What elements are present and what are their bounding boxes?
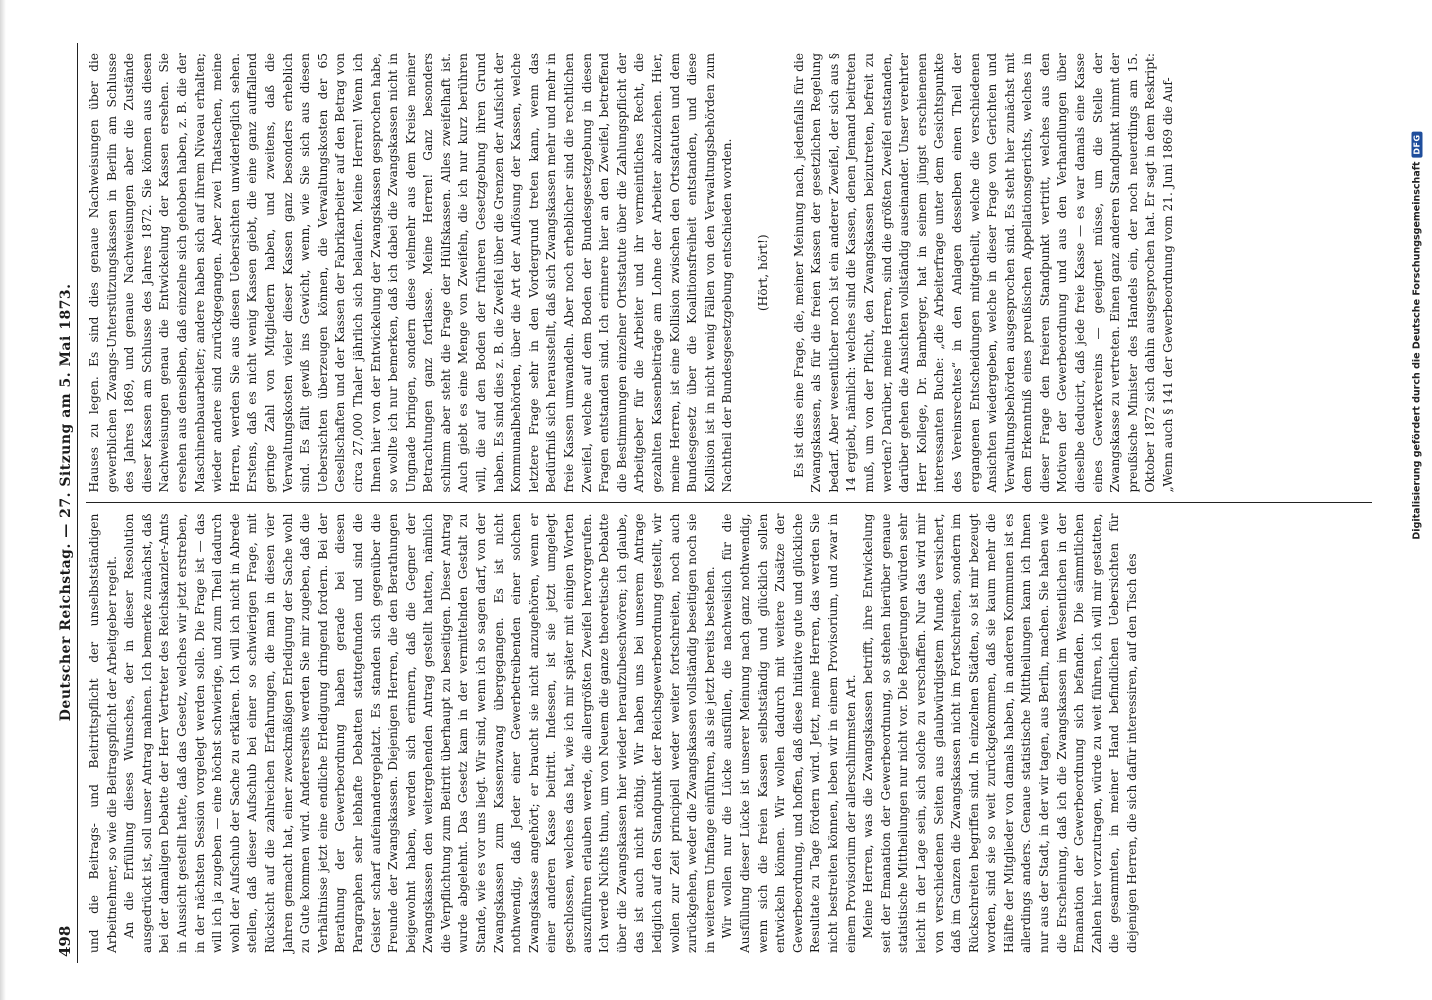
credit-strip xyxy=(1406,0,1428,1000)
credit-line xyxy=(1412,131,1423,539)
interjection: (Hört, hört!) xyxy=(755,234,770,312)
left-paragraph-3: Wir wollen nur die Lücke ausfüllen, die nachweislich für die Ausfüllung dieser Lücke ist unserer Meinung nach ganz nothwendig, wenn sich die freien Kassen selbstständig und glücklich sollen entwickeln können. Wir wollen dadurch mit weitere Zusätze der Gewerbeordnung, und hoffen, daß diese Initiative gute und glückliche Resultate zu Tage fördern wird. Jetzt, meine Herren, das werden Sie nicht bestreiten können, leben wir in einem Provisorium, und zwar in einem Provisorium der allerschlimmsten Art. xyxy=(720,513,858,953)
text-columns xyxy=(86,43,1372,963)
left-paragraph-4: Meine Herren, was die Zwangskassen betrifft, ihre Entwickelung seit der Emanation der Gewerbeordnung, so stehen hierüber genaue statistische Mittheilungen nur nicht vor. Die Regierungen würden sehr leicht in der Lage sein, sich solche zu verschaffen. Nur das wird mir von verschiedenen Seiten aus glaubwürdigstem Munde versichert, daß im Ganzen die Zwangskassen nicht im Fortschreiten, sondern im Rückschreiten begriffen sind. In einzelnen Städten, so ist mir bezeugt worden, sind sie so weit zurückgekommen, daß sie kaum mehr die Hälfte der Mitglieder von damals haben, in anderen Kommunen ist es allerdings anders. Genaue statistische Mittheilungen kann ich Ihnen nur aus der Stadt, in der wir tagen, aus Berlin, machen. Sie haben wie die Erscheinung, daß ich die Zwangskassen im Wesentlichen in der Emanation der Gewerbeordnung sich befanden. Die sämmtlichen Zahlen hier vorzutragen, würde zu weit führen, ich will mir gestatten, die gesammten, in meiner Hand befindlichen Uebersichten für diejenigen Herren, die sich dafür interessiren, auf den Tisch des xyxy=(861,513,1140,953)
rotated-page-content xyxy=(50,43,1372,963)
right-paragraph-2: Es ist dies eine Frage, die, meiner Meinung nach, jedenfalls für die Zwangskassen, als für die freien Kassen der gesetzlichen Regelung bedarf. Aber wesentlicher noch ist ein anderer Zweifel, der sich aus § 14 ergiebt, nämlich: welches sind die Kassen, denen Jemand beitreten muß, um von der Pflicht, den Zwangskassen beizutreten, befreit zu werden? Darüber, meine Herren, sind die größten Zweifel entstanden, darüber gehen die Ansichten vollständig auseinander. Unser verehrter Herr Kollege, Dr. Bamberger, hat in seinem jüngst erschienenen interessanten Buche: „die Arbeiterfrage unter dem Gesichtspunkte des Vereinsrechtes“ in den Anlagen desselben einen Theil der ergangenen Entscheidungen mitgetheilt, welche die verschiedenen Ansichten wiedergeben, welche in dieser Frage von Gerichten und Verwaltungsbehörden ausgesprochen sind. Es steht hier zunächst mit dem Erkenntniß eines preußischen Appellationsgerichts, welches in dieser Frage den freieren Standpunkt vertritt, welches aus den Motiven der Gewerbeordnung und aus den Verhandlungen über dieselbe deducirt, daß jede freie Kasse — es war damals eine Kasse eines Gewerkvereins — geeignet müsse, um die Stelle der Zwangskasse zu vertreten. Einen ganz anderen Standpunkt nimmt der preußische Minister des Handels ein, der noch neuerdings am 15. Oktober 1872 sich dahin ausgesprochen hat. Er sagt in dem Reskript: „Wenn auch § 141 der Gewerbeordnung vom 21. Juni 1869 die Auf- xyxy=(791,53,1176,493)
right-column xyxy=(86,43,1372,503)
page-title: Deutscher Reichstag. — 27. Sitzung am 5. Mai 1873. xyxy=(58,283,74,722)
scan-edge-shadow xyxy=(0,0,6,1000)
page-number: 498 xyxy=(56,925,74,957)
dfg-logo: DFG xyxy=(1412,131,1423,157)
credit-text: Digitalisierung gefördert durch die Deutsche Forschungsgemeinschaft xyxy=(1411,161,1423,540)
scanned-page xyxy=(50,38,1372,968)
left-column xyxy=(86,503,1372,964)
page-header xyxy=(50,43,78,963)
left-paragraph-2: An die Erfüllung dieses Wunsches, der in dieser Resolution ausgedrückt ist, soll unser Antrag mahnen. Ich bemerke zunächst, daß bei der damaligen Debatte der Herr Vertreter des Reichskanzler-Amts in Aussicht gestellt hatte, daß das Gesetz, welches wir jetzt erstreben, in der nächsten Session vorgelegt werden solle. Die Frage ist — das will ich ja zugeben — eine höchst schwierige, und zum Theil dadurch wohl der Aufschub der Sache zu erklären. Ich will ich nicht in Abrede stellen, daß dieser Aufschub bei einer so schwierigen Frage, mit Rücksicht auf die zahlreichen Erfahrungen, die man in diesen vier Jahren gemacht hat, einer zweckmäßigen Erledigung der Sache wohl zu Gute kommen wird. Andererseits werden Sie mir zugeben, daß die Verhältnisse jetzt eine endliche Erledigung dringend fordern. Bei der Berathung der Gewerbeordnung haben gerade bei diesen Paragraphen sehr lebhafte Debatten stattgefunden und sind die Geister scharf aufeinandergeplatzt. Es standen sich gegenüber die Freunde der Zwangskassen. Diejenigen Herren, die den Berathungen beigewohnt haben, werden sich erinnern, daß die Gegner der Zwangskassen den weitergehenden Antrag gestellt hatten, nämlich die Verpflichtung zum Beitritt überhaupt zu beseitigen. Dieser Antrag wurde abgelehnt. Das Gesetz kam in der vermittelnden Gestalt zu Stande, wie es vor uns liegt. Wir sind, wenn ich so sagen darf, von der Zwangskassen zum Kassenzwang übergegangen. Es ist nicht nothwendig, daß Jeder einer Gewerbetreibenden einer solchen Zwangskasse angehört; er braucht sie nicht anzugehören, wenn er einer anderen Kasse beitritt. Indessen, ist sie jetzt umgelegt geschlossen, welches das hat, wie ich mir später mit einigen Worten auszuführen erlauben werde, die allergrößten Zweifel hervorgerufen. Ich werde Nichts thun, um von Neuem die ganze theoretische Debatte über die Zwangskassen hier wieder heraufzubeschwören; ich glaube, das ist auch nicht nöthig. Wir haben uns bei unserem Antrage lediglich auf den Standpunkt der Reichsgewerbeordnung gestellt, wir wollen zur Zeit principiell weder weiter fortschreiten, noch auch zurückgehen, weder die Zwangskassen vollständig beseitigen noch sie in weiterem Umfange einführen, als sie jetzt bereits bestehen. xyxy=(122,513,717,953)
right-paragraph-1: Hauses zu legen. Es sind dies genaue Nachweisungen über die gewerblichen Zwangs-Unterstützungskassen in Berlin am Schlusse des Jahres 1869, und genaue Nachweisungen aber die Zustände dieser Kassen am Schlusse des Jahres 1872. Sie können aus diesen Nachweisungen genau die Entwickelung der Kassen ersehen. Sie ersehen aus denselben, daß einzelne sich gehoben haben, z. B. die der Maschinenbauarbeiter; andere haben sich auf ihrem Niveau erhalten; wieder andere sind zurückgegangen. Aber zwei Thatsachen, meine Herren, werden Sie aus diesen Uebersichten unwiderleglich sehen. Erstens, daß es nicht wenig Kassen giebt, die eine ganz auffallend geringe Zahl von Mitgliedern haben, und zweitens, daß die Verwaltungskosten vieler dieser Kassen ganz besonders erheblich sind. Es fällt gewiß ins Gewicht, wenn, wie Sie sich aus diesen Uebersichten überzeugen können, die Verwaltungskosten der 65 Gesellschaften und der Kassen der Fabrikarbeiter auf den Betrag von circa 27,000 Thaler jährlich sich belaufen. Meine Herren! Wenn ich Ihnen hier von der Entwickelung der Zwangskassen gesprochen habe, so wollte ich nur bemerken, daß ich dabei die Zwangskassen nicht in Ungnade bringen, sondern diese vielmehr aus dem Kreise meiner Betrachtungen ganz fortlasse. Meine Herren! Ganz besonders schlimm aber steht die Frage der Hülfskassen. Alles zweifelhaft ist. Auch giebt es eine Menge von Zweifeln, die ich nur kurz berühren will, die auf den Boden der früheren Gesetzgebung ihren Grund haben. Es sind dies z. B. die Zweifel über die Grenzen der Aufsicht der Kommunalbehörden, über die Art der Auflösung der Kassen, welche letztere Frage sehr in den Vordergrund treten kann, wenn das Bedürfniß sich herausstellt, daß sich Zwangskassen mehr und mehr in freie Kassen umwandeln. Aber noch erheblicher sind die rechtlichen Zweifel, welche auf dem Boden der Bundesgesetzgebung in diesen Fragen entstanden sind. Ich erinnere hier an den Zweifel, betreffend die Bestimmungen einzelner Ortsstatute über die Zahlungspflicht der Arbeitgeber für die Arbeiter und ihr vermeintliches Recht, die gezahlten Kassenbeiträge am Lohne der Arbeiter abzuziehen. Hier, meine Herren, ist eine Kollision zwischen den Ortsstatuten und dem Bundesgesetz über die Koalitionsfreiheit entstanden, und diese Kollision ist in nicht wenig Fällen von den Verwaltungsbehörden zum Nachtheil der Bundesgesetzgebung entschieden worden. xyxy=(87,53,735,493)
left-paragraph-1: und die Beitrags- und Beitrittspflicht der unselbstständigen Arbeitnehmer, so wie die Beitragspflicht der Arbeitgeber regelt. xyxy=(87,513,119,953)
